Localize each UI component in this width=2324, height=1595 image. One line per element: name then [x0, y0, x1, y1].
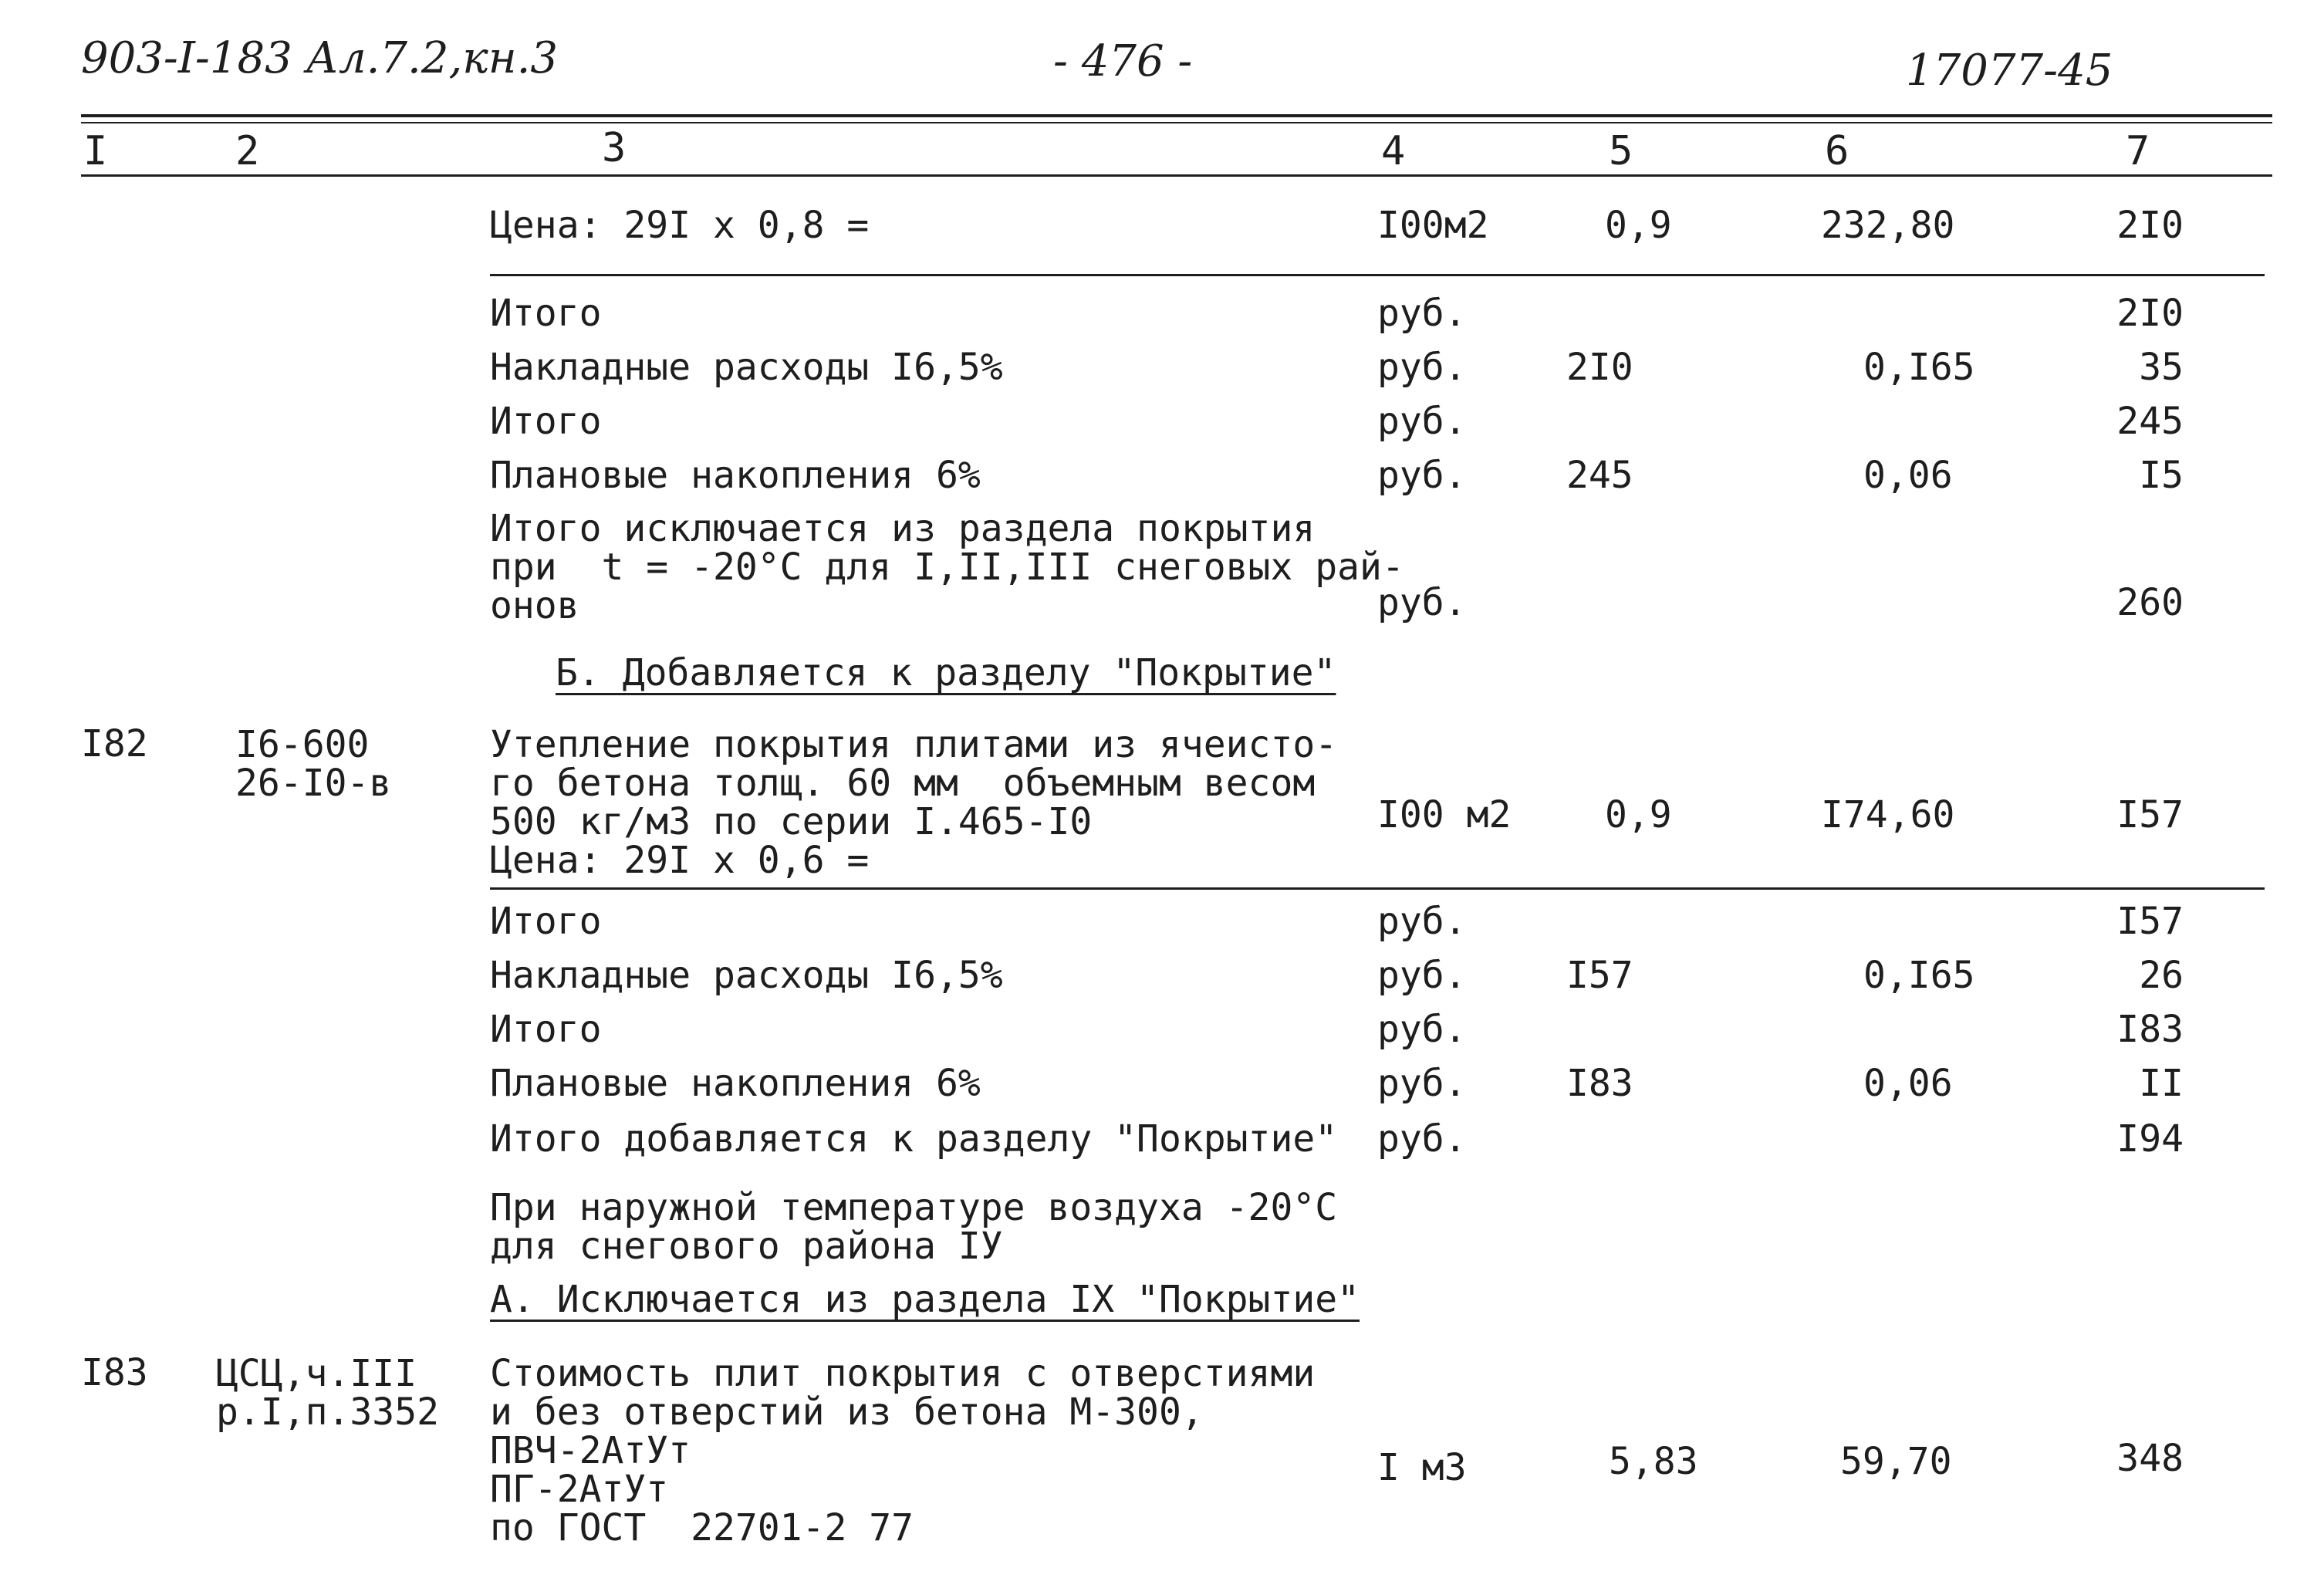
row-price: 0,I65: [1863, 954, 1975, 997]
row-price: I74,60: [1821, 793, 1955, 836]
row-total: I57: [2116, 900, 2184, 943]
table-header-rule: [81, 174, 2272, 177]
row-price: 232,80: [1821, 204, 1955, 247]
row-total: 260: [2116, 581, 2184, 624]
row-total: 348: [2116, 1437, 2184, 1480]
row-desc: Итого: [490, 900, 602, 943]
row-total: I94: [2116, 1117, 2184, 1161]
row-desc: Накладные расходы I6,5%: [490, 346, 1003, 389]
row-total: I83: [2116, 1008, 2184, 1051]
row-unit: I м3: [1377, 1446, 1467, 1489]
row-total: II: [2139, 1062, 2184, 1105]
column-heading-7: 7: [2126, 128, 2150, 174]
row-desc: Плановые накопления 6%: [490, 1062, 981, 1105]
section-heading: А. Исключается из раздела IX "Покрытие": [490, 1278, 1360, 1321]
row-qty: I83: [1566, 1062, 1633, 1105]
row-unit: руб.: [1377, 1117, 1467, 1161]
row-total: 35: [2139, 346, 2184, 389]
row-price: 0,06: [1863, 1062, 1953, 1105]
column-heading-1: I: [83, 128, 108, 174]
row-unit: руб.: [1377, 581, 1467, 624]
row-desc: Итого: [490, 400, 602, 443]
column-heading-2: 2: [235, 128, 260, 174]
row-desc: Итого: [490, 292, 602, 335]
row-unit: руб.: [1377, 900, 1467, 943]
row-no: I82: [81, 722, 148, 765]
row-unit: руб.: [1377, 292, 1467, 335]
row-price: 59,70: [1840, 1440, 1952, 1483]
row-separator: [490, 887, 2265, 890]
row-total: 26: [2139, 954, 2184, 997]
row-qty: 0,9: [1605, 204, 1672, 247]
row-desc: Стоимость плит покрытия с отверстиями и без отверстий из бетона М-300, ПВЧ-2АтУт ПГ-2АтУт по ГОСТ 22701-2 77: [490, 1352, 1316, 1549]
row-code: ЦСЦ,ч.III р.I,п.3352: [216, 1352, 439, 1434]
row-desc: Итого исключается из раздела покрытия при t = -20°С для I,II,III снеговых рай- онов: [490, 507, 1404, 627]
table-top-rule: [81, 114, 2272, 117]
row-unit: руб.: [1377, 400, 1467, 443]
column-heading-3: 3: [602, 125, 627, 171]
row-qty: 5,83: [1609, 1440, 1698, 1483]
row-qty: 0,9: [1605, 793, 1672, 836]
row-total: 2I0: [2116, 204, 2184, 247]
row-qty: I57: [1566, 954, 1633, 997]
document-code: 903-I-183 Ал.7.2,кн.3: [81, 33, 559, 83]
column-heading-5: 5: [1609, 128, 1633, 174]
section-heading: Б. Добавляется к разделу "Покрытие": [556, 651, 1336, 694]
row-desc: Итого: [490, 1008, 602, 1051]
row-desc: Цена: 29I x 0,8 =: [490, 204, 870, 247]
column-heading-6: 6: [1825, 128, 1849, 174]
row-total: I57: [2116, 793, 2184, 836]
row-unit: руб.: [1377, 1062, 1467, 1105]
row-unit: руб.: [1377, 954, 1467, 997]
row-unit: I00м2: [1377, 204, 1489, 247]
reference-number: 17077-45: [1906, 46, 2113, 96]
row-separator: [490, 274, 2265, 276]
temperature-note: При наружной температуре воздуха -20°С для снегового района IУ: [490, 1186, 1338, 1268]
row-total: 245: [2116, 400, 2184, 443]
row-code: I6-600 26-I0-в: [235, 723, 392, 805]
page-number: - 476 -: [1053, 36, 1193, 86]
row-desc: Плановые накопления 6%: [490, 454, 981, 497]
row-unit: руб.: [1377, 346, 1467, 389]
column-heading-4: 4: [1381, 128, 1406, 174]
row-unit: руб.: [1377, 1008, 1467, 1051]
row-total: 2I0: [2116, 292, 2184, 335]
row-no: I83: [81, 1351, 148, 1394]
row-desc: Утепление покрытия плитами из ячеисто- го бетона толщ. 60 мм объемным весом 500 кг/м3 по серии I.465-I0 Цена: 29I x 0,6 =: [490, 723, 1338, 882]
row-unit: руб.: [1377, 454, 1467, 497]
row-qty: 245: [1566, 454, 1633, 497]
row-desc: Итого добавляется к разделу "Покрытие": [490, 1117, 1338, 1161]
table-top-rule-thin: [81, 122, 2272, 123]
row-total: I5: [2139, 454, 2184, 497]
row-price: 0,06: [1863, 454, 1953, 497]
row-unit: I00 м2: [1377, 793, 1512, 836]
row-price: 0,I65: [1863, 346, 1975, 389]
row-qty: 2I0: [1566, 346, 1633, 389]
row-desc: Накладные расходы I6,5%: [490, 954, 1003, 997]
